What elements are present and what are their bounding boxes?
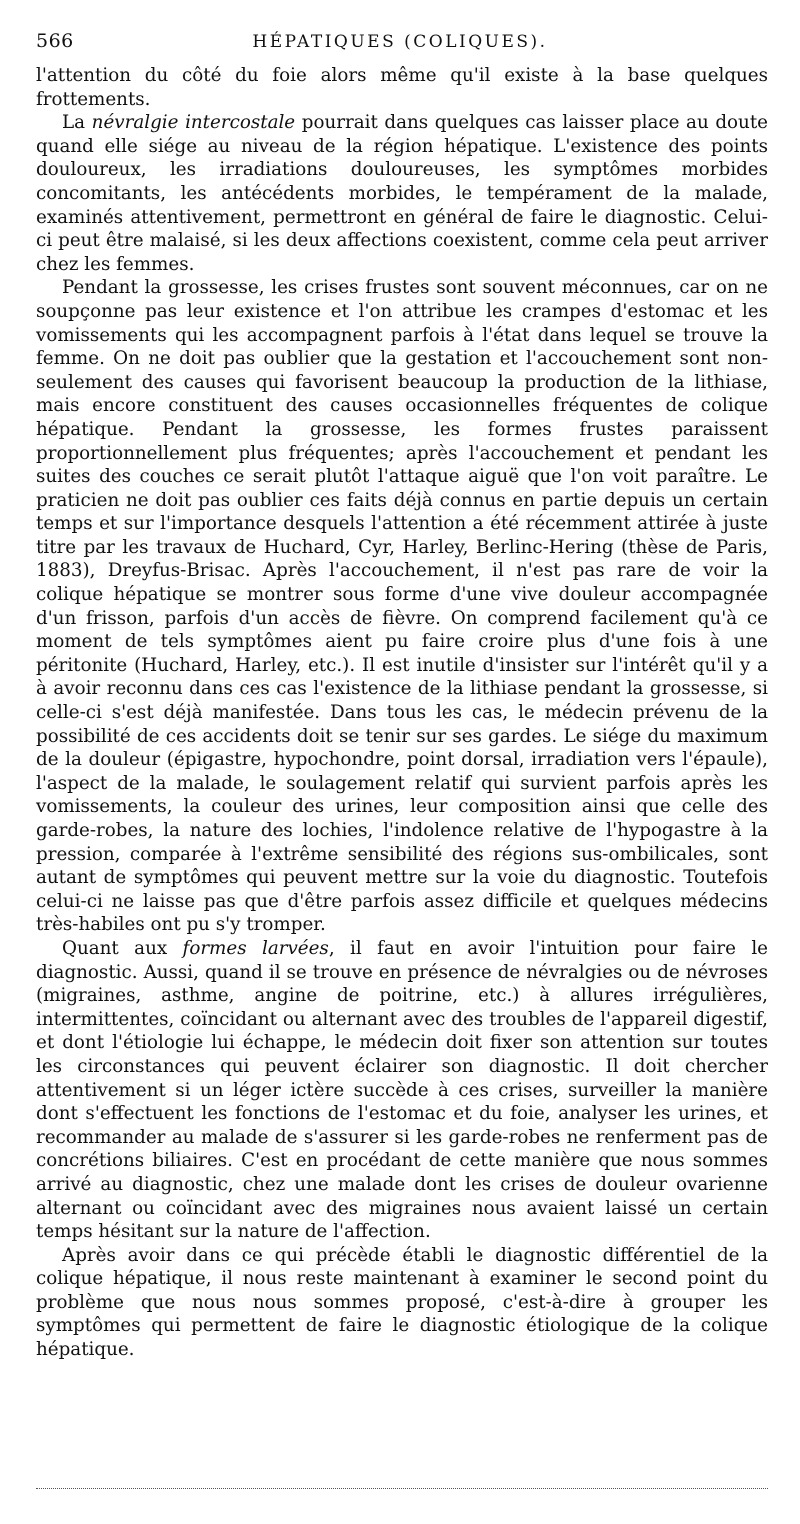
paragraph-text-after: , il faut en avoir l'intuition pour faire le diagnostic. Aussi, quand il se trouve en présence de névralgies ou de névroses (migraines, asthme, angine de poitrine, etc.) à allures irrégulières, intermittentes, coïncidant ou alternant avec des troubles de l'appareil digestif, et dont l'étiologie lui échappe, le médecin doit fixer son attention sur toutes les circonstances qui peuvent éclairer son diagnostic. Il doit chercher attentivement si un léger ictère succède à ces crises, surveiller la manière dont s'effectuent les fonctions de l'estomac et du foie, analyser les urines, et recommander au malade de s'assurer si les garde-robes ne renferment pas de concrétions biliaires. C'est en procédant de cette manière que nous sommes arrivé au diagnostic, chez une malade dont les crises de douleur ovarienne alternant ou coïncidant avec des migraines nous avaient laissé un certain temps hésitant sur la nature de l'affection. [36,937,768,1243]
running-header [36,30,764,66]
italic-term: formes larvées [182,937,329,959]
paragraph-continuation [36,64,768,111]
page-number: 566 [36,30,74,52]
paragraph-text-before: La [62,112,92,134]
paragraph-text: Pendant la grossesse, les crises frustes sont souvent méconnues, car on ne soupçonne pas leur existence et l'on attribue les crampes d'estomac et les vomissements qui les accompagnent parfois à l'état dans lequel se trouve la femme. On ne doit pas oublier que la gestation et l'accouchement sont non-seulement des causes qui favorisent beaucoup la production de la lithiase, mais encore constituent des causes occasionnelles fréquentes de colique hépatique. Pendant la grossesse, les formes frustes paraissent proportionnellement plus fréquentes; après l'accouchement et pendant les suites des couches ce serait plutôt l'attaque aiguë que l'on voit paraître. Le praticien ne doit pas oublier ces faits déjà connus en partie depuis un certain temps et sur l'importance desquels l'attention a été récemment attirée à juste titre par les travaux de Huchard, Cyr, Harley, Berlinc-Hering (thèse de Paris, 1883), Dreyfus-Brisac. Après l'accouchement, il n'est pas rare de voir la colique hépatique se montrer sous forme d'une vive douleur accompagnée d'un frisson, parfois d'un accès de fièvre. On comprend facilement qu'à ce moment de tels symptômes aient pu faire croire plus d'une fois à une péritonite (Huchard, Harley, etc.). Il est inutile d'insister sur l'intérêt qu'il y a à avoir reconnu dans ces cas l'existence de la lithiase pendant la grossesse, si celle-ci s'est déjà manifestée. Dans tous les cas, le médecin prévenu de la possibilité de ces accidents doit se tenir sur ses gardes. Le siége du maximum de la douleur (épigastre, hypochondre, point dorsal, irradiation vers l'épaule), l'aspect de la malade, le soulagement relatif qui survient parfois après les vomissements, la couleur des urines, leur composition ainsi que celle des garde-robes, la nature des lochies, l'indolence relative de l'hypogastre à la pression, comparée à l'extrême sensibilité des régions sus-ombilicales, sont autant de symptômes qui peuvent mettre sur la voie du diagnostic. Toutefois celui-ci ne laisse pas que d'être parfois assez difficile et quelques médecins très-habiles ont pu s'y tromper. [36,277,768,936]
body-text [36,64,768,1362]
paragraph-conclusion [36,1244,768,1362]
paragraph-nevralgie-intercostale [36,111,768,276]
paragraph-grossesse [36,276,768,937]
running-title: HÉPATIQUES (COLIQUES). [252,32,548,52]
paragraph-text: l'attention du côté du foie alors même qu'il existe à la base quelques frottements. [36,65,768,110]
italic-term: névralgie intercostale [91,112,296,134]
paragraph-text-before: Quant aux [62,937,183,959]
footer-dotted-rule [36,1488,768,1489]
paragraph-text: Après avoir dans ce qui précède établi le diagnostic différentiel de la colique hépatique, il nous reste maintenant à examiner le second point du problème que nous nous sommes proposé, c'est-à-dire à grouper les symptômes qui permettent de faire le diagnostic étiologique de la colique hépatique. [36,1244,768,1361]
paragraph-text-after: pourrait dans quelques cas laisser place au doute quand elle siége au niveau de la région hépatique. L'existence des points douloureux, les irradiations douloureuses, les symptômes morbides concomitants, les antécédents morbides, le tempérament de la malade, examinés attentivement, permettront en général de faire le diagnostic. Celui-ci peut être malaisé, si les deux affections coexistent, comme cela peut arriver chez les femmes. [36,112,768,275]
paragraph-formes-larvees [36,937,768,1244]
